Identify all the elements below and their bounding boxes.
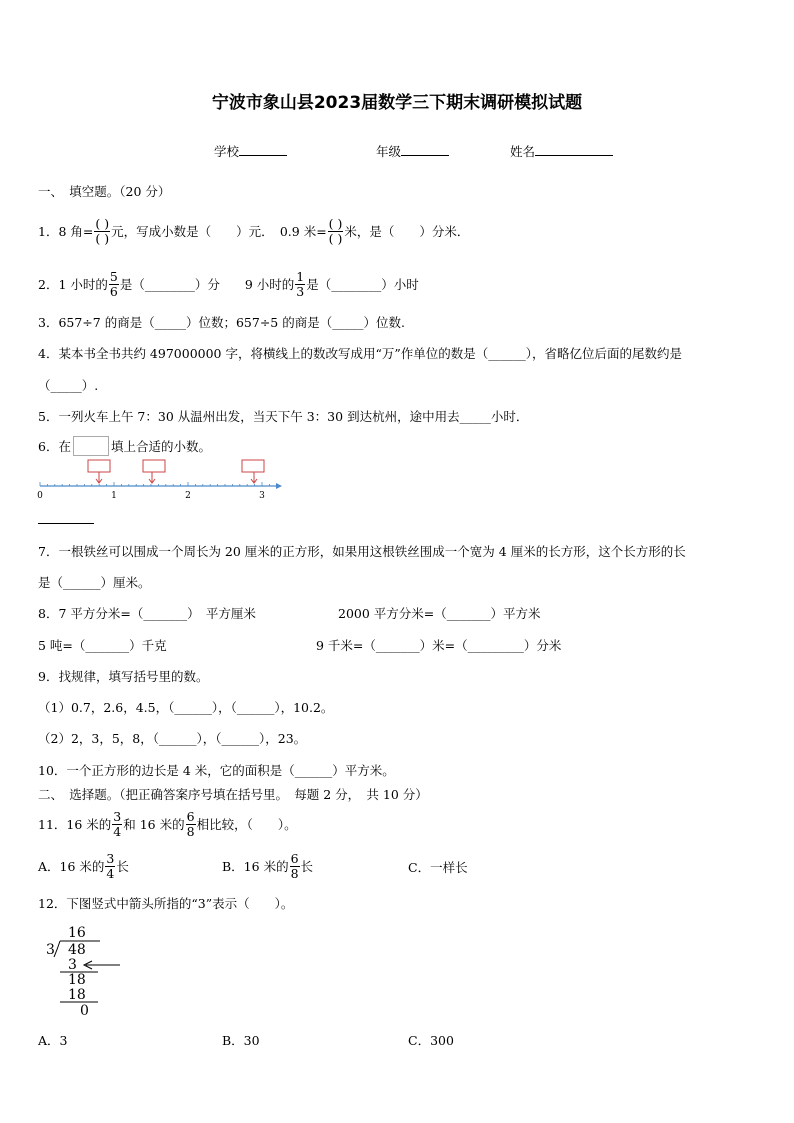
fraction-denominator: 4 — [113, 823, 122, 839]
q12-option-a[interactable]: A．3 — [38, 1033, 68, 1048]
grade-field — [376, 142, 449, 160]
q1-text-b: 元，写成小数是（ ）元． 0.9 米= — [111, 224, 327, 239]
q11-option-c[interactable]: C．一样长 — [408, 860, 468, 875]
question-12: 12．下图竖式中箭头所指的“3”表示（ ）。 — [38, 896, 294, 911]
name-blank[interactable] — [535, 155, 613, 156]
fraction-numerator: ( ) — [95, 216, 110, 232]
step-2-text: 18 — [68, 972, 86, 988]
page-title: 宁波市象山县2023届数学三下期末调研模拟试题 — [211, 93, 583, 113]
answer-box-1[interactable] — [88, 460, 110, 472]
grade-label: 年级 — [376, 144, 402, 159]
question-8-c: 5 吨=（_______）千克 — [38, 638, 167, 653]
fraction-denominator: 4 — [106, 865, 115, 881]
dividend-text: 48 — [68, 942, 86, 958]
q11-option-b[interactable] — [222, 846, 313, 886]
question-4-line-1: 4．某本书全书共约 497000000 字，将横线上的数改写成用“万”作单位的数是（______），省略亿位后面的尾数约是 — [38, 346, 683, 361]
school-field — [214, 142, 287, 160]
tick-label-1: 1 — [111, 491, 117, 501]
q1-fraction-1 — [94, 217, 110, 244]
step-3-text: 18 — [68, 987, 86, 1003]
q12-option-c[interactable]: C．300 — [408, 1033, 454, 1048]
section-2-heading: 二、 选择题。（把正确答案序号填在括号里。 每题 2 分， 共 10 分） — [38, 787, 428, 802]
fraction-denominator: ( ) — [328, 230, 343, 246]
q6-answer-line[interactable] — [38, 523, 94, 524]
question-9: 9．找规律，填写括号里的数。 — [38, 669, 209, 684]
option-a-suffix: 长 — [116, 859, 129, 874]
question-3: 3．657÷7 的商是（_____）位数；657÷5 的商是（_____）位数. — [38, 315, 405, 330]
name-field — [510, 142, 613, 160]
school-label: 学校 — [214, 144, 240, 159]
divisor-text: 3 — [46, 942, 55, 958]
fraction-denominator: 6 — [109, 283, 118, 299]
option-a-fraction — [105, 852, 115, 879]
q2-fraction-2 — [295, 270, 305, 297]
number-line — [30, 456, 300, 504]
option-a-text: A．16 米的 — [38, 859, 105, 874]
option-b-fraction — [290, 852, 300, 879]
question-9-part-1: （1）0.7，2.6，4.5，（______），（______），10.2。 — [38, 700, 334, 715]
q1-text-c: 米，是（ ）分米． — [344, 224, 470, 239]
q11-text-b: 和 16 米的 — [123, 817, 185, 832]
q11-option-a[interactable] — [38, 846, 129, 886]
option-b-suffix: 长 — [300, 859, 314, 874]
fraction-numerator: 5 — [109, 269, 118, 285]
question-8-b: 2000 平方分米=（_______）平方米 — [338, 606, 541, 621]
question-7-line-1: 7．一根铁丝可以围成一个周长为 20 厘米的正方形，如果用这根铁丝围成一个宽为 4 厘米的长方形，这个长方形的长 — [38, 544, 686, 559]
school-blank[interactable] — [239, 155, 287, 156]
fraction-denominator: 8 — [290, 865, 299, 881]
fraction-denominator: 8 — [186, 823, 195, 839]
q1-fraction-2 — [328, 217, 344, 244]
name-label: 姓名 — [510, 144, 536, 159]
question-9-part-2: （2）2，3，5，8，（______），（______），23。 — [38, 731, 307, 746]
question-5: 5．一列火车上午 7：30 从温州出发，当天下午 3：30 到达杭州，途中用去_____小时． — [38, 409, 529, 424]
tick-label-3: 3 — [259, 491, 265, 501]
fraction-denominator: 3 — [296, 283, 305, 299]
step-1-text: 3 — [68, 957, 77, 973]
q6-text-b: 填上合适的小数。 — [110, 439, 211, 454]
fraction-numerator: 1 — [296, 269, 305, 285]
q12-option-b[interactable]: B．30 — [222, 1033, 260, 1048]
fraction-numerator: 6 — [290, 851, 299, 867]
section-1-heading: 一、 填空题。（20 分） — [38, 184, 171, 199]
question-4-line-2: （_____）. — [38, 378, 99, 393]
fraction-numerator: 3 — [106, 851, 115, 867]
question-11 — [38, 804, 297, 844]
q1-text-a: 1．8 角= — [38, 224, 94, 239]
quotient-text: 16 — [68, 925, 86, 941]
q6-example-box — [73, 436, 109, 456]
question-6 — [38, 436, 211, 456]
long-division-figure — [40, 922, 135, 1018]
q11-text-a: 11．16 米的 — [38, 817, 112, 832]
tick-marks — [40, 482, 277, 486]
option-b-text: B．16 米的 — [222, 859, 289, 874]
q6-text-a: 6．在 — [38, 439, 71, 454]
question-8-d: 9 千米=（_______）米=（_________）分米 — [316, 638, 562, 653]
q11-fraction-1 — [112, 810, 122, 837]
fraction-numerator: ( ) — [328, 216, 343, 232]
fraction-denominator: ( ) — [95, 230, 110, 246]
q2-text-a: 2．1 小时的 — [38, 277, 108, 292]
q2-text-c: 是（________）小时 — [306, 277, 419, 292]
q2-text-b: 是（________）分 9 小时的 — [119, 277, 295, 292]
tick-label-0: 0 — [37, 491, 43, 501]
question-2 — [38, 264, 419, 304]
question-8-a: 8．7 平方分米=（_______） 平方厘米 — [38, 606, 256, 621]
fraction-numerator: 6 — [186, 809, 195, 825]
fraction-numerator: 3 — [113, 809, 122, 825]
remainder-text: 0 — [80, 1003, 89, 1018]
q2-fraction-1 — [109, 270, 119, 297]
question-7-line-2: 是（______）厘米。 — [38, 575, 151, 590]
answer-box-2[interactable] — [143, 460, 165, 472]
q11-fraction-2 — [186, 810, 196, 837]
q11-text-c: 相比较，（ ）。 — [196, 817, 297, 832]
question-10: 10．一个正方形的边长是 4 米，它的面积是（______）平方米。 — [38, 763, 395, 778]
grade-blank[interactable] — [401, 155, 449, 156]
tick-label-2: 2 — [185, 491, 191, 501]
question-1 — [38, 211, 469, 251]
answer-box-3[interactable] — [242, 460, 264, 472]
